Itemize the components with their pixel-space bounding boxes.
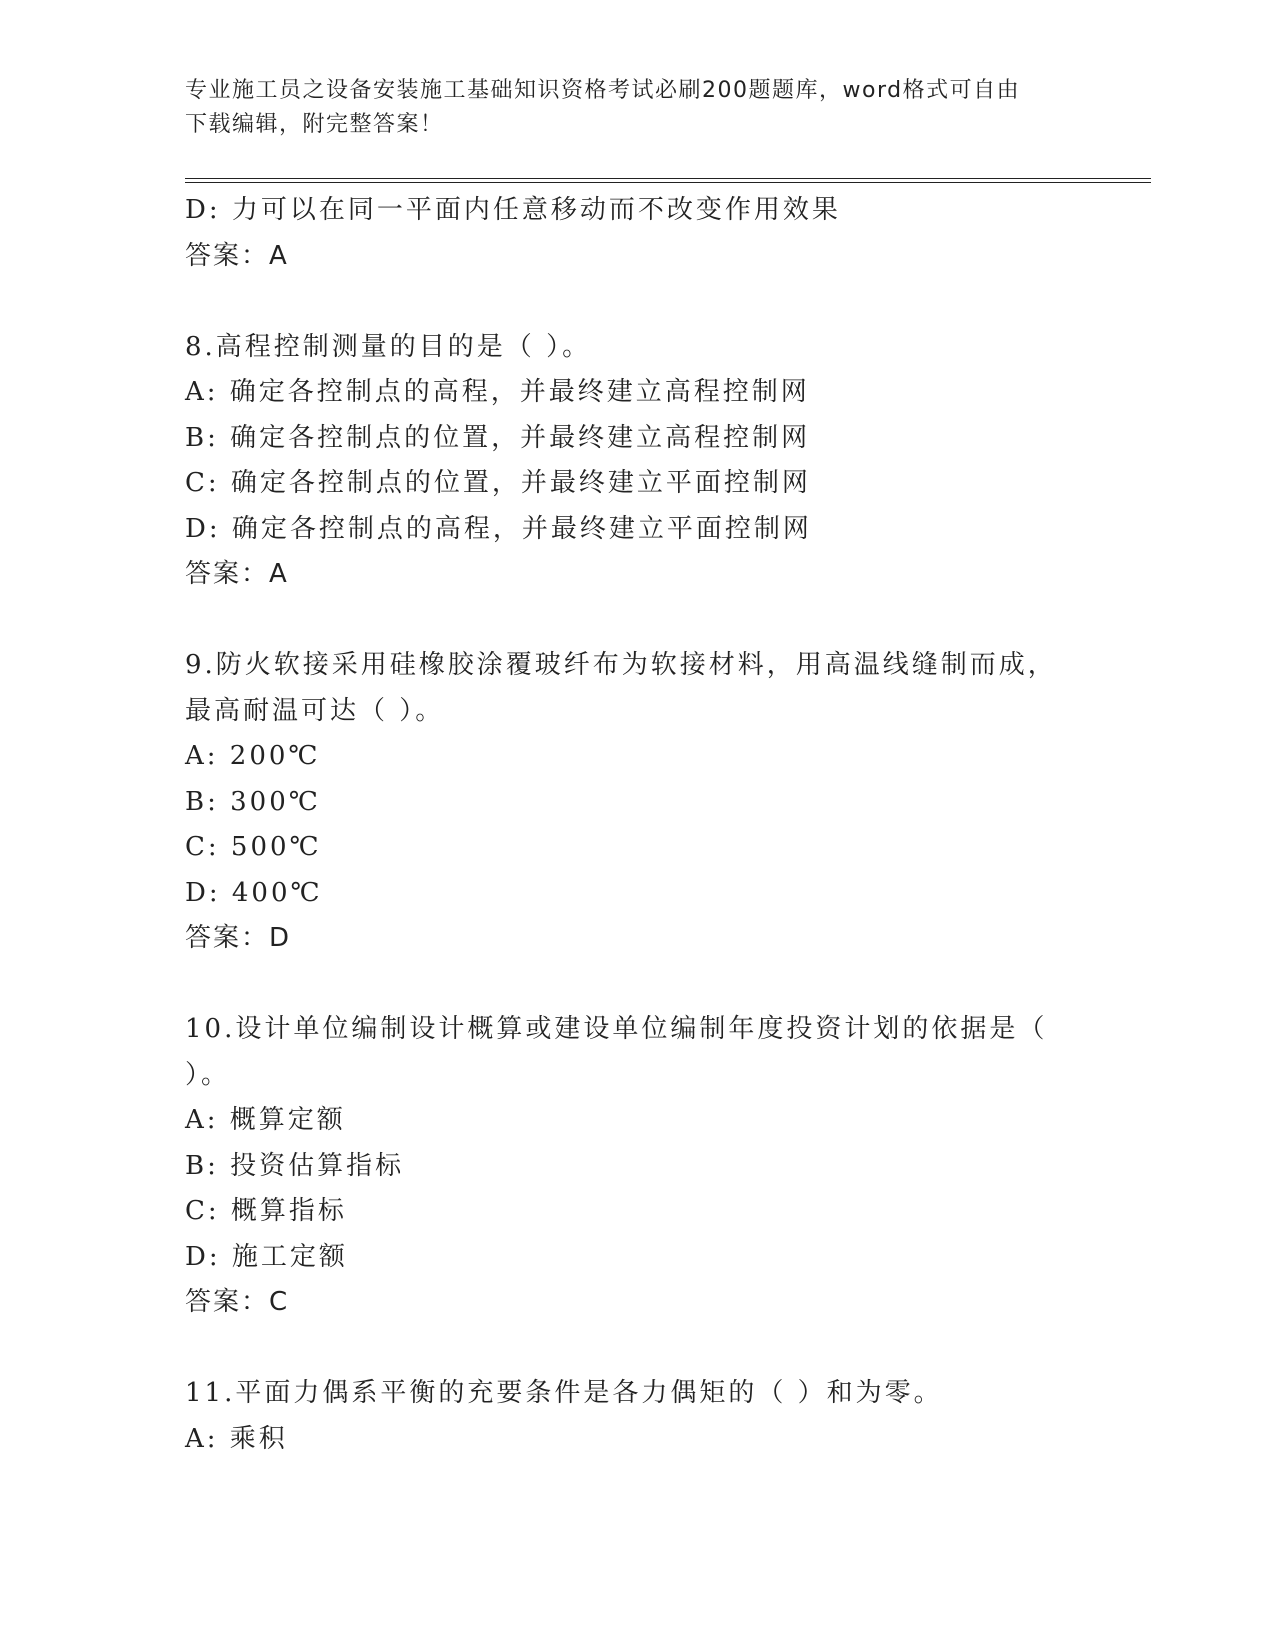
option-d: D: 施工定额: [185, 1241, 348, 1272]
option-d: D: 400℃: [185, 877, 323, 908]
option-a: A: 乘积: [185, 1423, 288, 1454]
header-divider-bottom: [185, 182, 1151, 183]
question-stem-continued: 最高耐温可达（ ）。: [185, 695, 445, 726]
option-a: A: 200℃: [185, 741, 321, 771]
question-stem: 8.高程控制测量的目的是（ ）。: [185, 331, 592, 362]
question-stem-continued: ）。: [185, 1059, 231, 1090]
question-stem: 9.防火软接采用硅橡胶涂覆玻纤布为软接材料，用高温线缝制而成，: [185, 650, 1057, 680]
carryover-option-d: D: 力可以在同一平面内任意移动而不改变作用效果: [185, 195, 841, 225]
option-c: C: 概算指标: [185, 1196, 347, 1226]
question-stem: 11.平面力偶系平衡的充要条件是各力偶矩的（ ）和为零。: [185, 1378, 943, 1408]
question-block: [185, 1007, 1085, 1326]
option-c: C: 确定各控制点的位置，并最终建立平面控制网: [185, 468, 811, 498]
option-c: C: 500℃: [185, 832, 322, 862]
answer-line: 答案：C: [185, 1287, 290, 1317]
question-block: [185, 643, 1085, 962]
spacer: [185, 598, 1085, 644]
option-d: D: 确定各控制点的高程，并最终建立平面控制网: [185, 513, 812, 544]
header-divider-top: [185, 178, 1151, 179]
header-line-1: 专业施工员之设备安装施工基础知识资格考试必刷200题题库，word格式可自由: [185, 78, 1021, 103]
page-header: [185, 74, 1065, 142]
carryover-answer: 答案：A: [185, 240, 289, 271]
header-line-2: 下载编辑，附完整答案！: [185, 112, 444, 137]
question-stem: 10.设计单位编制设计概算或建设单位编制年度投资计划的依据是（: [185, 1014, 1048, 1044]
option-a: A: 概算定额: [185, 1105, 346, 1135]
question-block: [185, 1371, 1085, 1462]
spacer: [185, 1326, 1085, 1372]
option-b: B: 300℃: [185, 786, 321, 817]
spacer: [185, 279, 1085, 325]
option-b: B: 确定各控制点的位置，并最终建立高程控制网: [185, 422, 811, 453]
spacer: [185, 962, 1085, 1008]
answer-line: 答案：A: [185, 559, 289, 589]
option-b: B: 投资估算指标: [185, 1150, 405, 1181]
option-a: A: 确定各控制点的高程，并最终建立高程控制网: [185, 377, 810, 407]
answer-line: 答案：D: [185, 923, 292, 953]
question-content: [185, 188, 1085, 1462]
question-block: [185, 325, 1085, 598]
